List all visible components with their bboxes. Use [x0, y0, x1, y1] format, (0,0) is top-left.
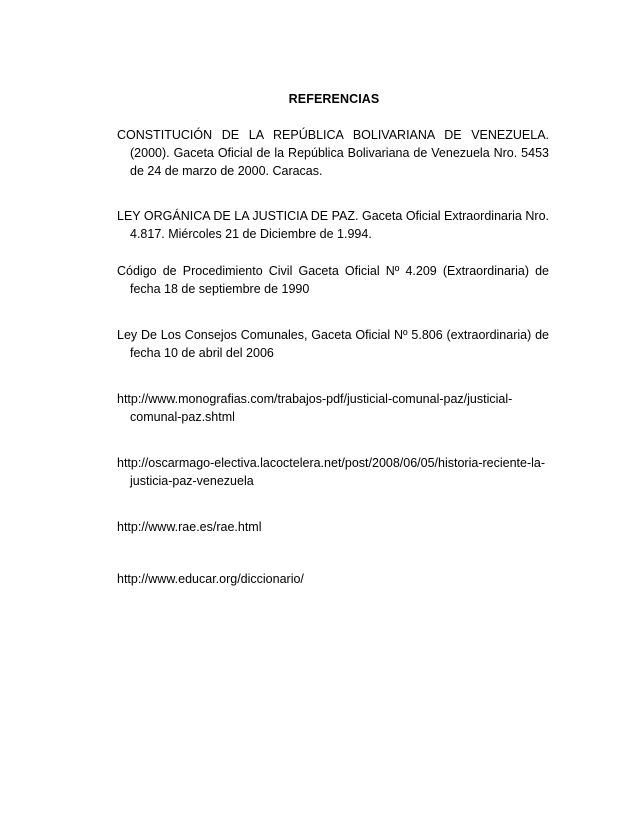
- reference-ley-consejos-comunales: Ley De Los Consejos Comunales, Gaceta Oficial Nº 5.806 (extraordinaria) de fecha 10 de abril del 2006: [117, 328, 549, 360]
- reference-url-monografias: http://www.monografias.com/trabajos-pdf/justicial-comunal-paz/justicial-comunal-paz.shtml: [117, 392, 513, 424]
- reference-constitution: CONSTITUCIÓN DE LA REPÚBLICA BOLIVARIANA DE VENEZUELA. (2000). Gaceta Oficial de la República Bolivariana de Venezuela Nro. 5453 de 24 de marzo de 2000. Caracas.: [117, 128, 549, 178]
- reference-url-educar: http://www.educar.org/diccionario/: [117, 572, 304, 586]
- reference-url-rae: http://www.rae.es/rae.html: [117, 520, 262, 534]
- references-heading: REFERENCIAS: [288, 92, 380, 106]
- reference-codigo-procedimiento-civil: Código de Procedimiento Civil Gaceta Oficial Nº 4.209 (Extraordinaria) de fecha 18 de septiembre de 1990: [117, 264, 549, 296]
- reference-url-oscarmago: http://oscarmago-electiva.lacoctelera.net/post/2008/06/05/historia-reciente-la-justicia-paz-venezuela: [117, 456, 546, 488]
- reference-ley-organica-justicia-paz: LEY ORGÁNICA DE LA JUSTICIA DE PAZ. Gaceta Oficial Extraordinaria Nro. 4.817. Miércoles 21 de Diciembre de 1.994.: [117, 209, 549, 241]
